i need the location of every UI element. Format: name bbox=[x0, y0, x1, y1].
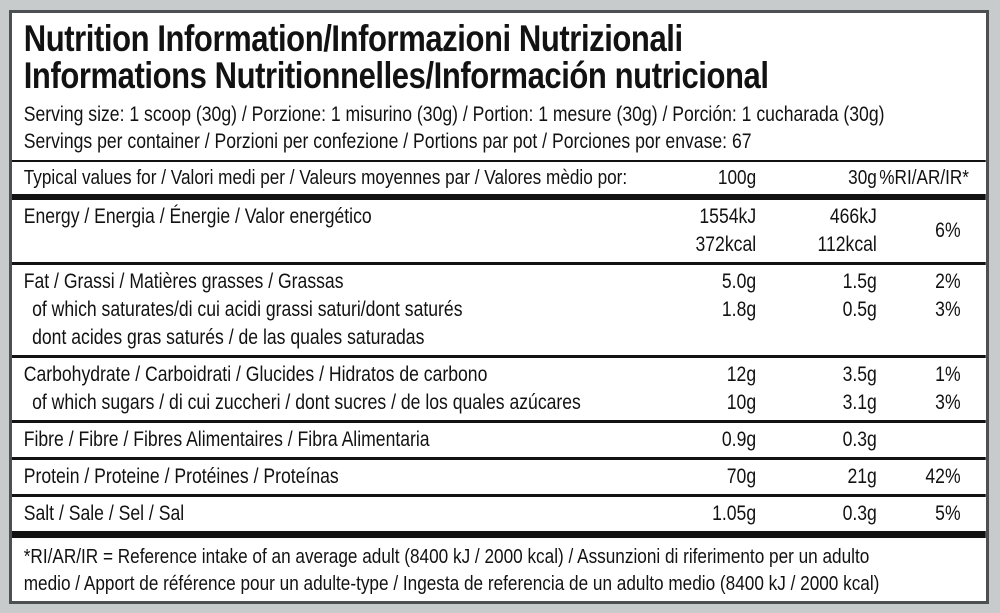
value-30g bbox=[756, 389, 877, 417]
nutrient-label: of which sugars / di cui zuccheri / dont sucres / de los quales azúcares bbox=[32, 391, 581, 414]
nutrient-group bbox=[12, 423, 986, 457]
value-30g bbox=[756, 500, 877, 528]
value-line: 0.5g bbox=[842, 298, 877, 321]
nutrient-group bbox=[12, 460, 986, 494]
nutrient-row bbox=[12, 389, 986, 417]
value-line: 10g bbox=[726, 391, 757, 414]
value-100g bbox=[672, 463, 756, 491]
nutrient-label: dont acides gras saturés / de las quales saturadas bbox=[32, 326, 425, 349]
value-line: 70g bbox=[726, 465, 757, 488]
column-header-30g: 30g bbox=[848, 166, 877, 189]
value-percent: 2% bbox=[935, 270, 961, 293]
value-line: 1554kJ bbox=[699, 205, 757, 228]
value-line: 1.5g bbox=[842, 270, 877, 293]
nutrient-label: of which saturates/di cui acidi grassi saturi/dont saturés bbox=[32, 298, 463, 321]
nutrient-label: Energy / Energia / Énergie / Valor energético bbox=[23, 205, 372, 228]
value-30g bbox=[756, 426, 877, 454]
serving-info bbox=[12, 94, 986, 160]
nutrient-label: Fat / Grassi / Matières grasses / Grassas bbox=[23, 270, 344, 293]
value-100g bbox=[672, 389, 756, 417]
nutrient-group bbox=[12, 200, 986, 262]
nutrient-row bbox=[12, 463, 986, 491]
value-100g bbox=[672, 203, 756, 259]
footnote-text bbox=[12, 538, 986, 597]
nutrient-table bbox=[12, 200, 986, 531]
nutrition-label bbox=[9, 10, 989, 604]
value-line: 1.05g bbox=[712, 502, 757, 525]
nutrient-row bbox=[12, 324, 986, 352]
column-header-100g: 100g bbox=[717, 166, 757, 189]
nutrient-row bbox=[12, 500, 986, 528]
serving-size-text: Serving size: 1 scoop (30g) / Porzione: 1 misurino (30g) / Portion: 1 mesure (30g) / Porción: 1 cucharada (30g) bbox=[23, 103, 885, 126]
nutrient-row bbox=[12, 361, 986, 389]
value-line: 3.1g bbox=[842, 391, 877, 414]
nutrient-label: Protein / Proteine / Protéines / Proteínas bbox=[23, 465, 339, 488]
value-percent: 5% bbox=[935, 502, 961, 525]
label-content bbox=[12, 13, 986, 597]
value-line: 12g bbox=[726, 363, 757, 386]
nutrient-row bbox=[12, 296, 986, 324]
nutrient-group bbox=[12, 265, 986, 355]
column-header-ri-ar-ir: %RI/AR/IR* bbox=[879, 166, 969, 189]
value-100g bbox=[672, 500, 756, 528]
value-30g bbox=[756, 361, 877, 389]
value-30g bbox=[756, 203, 877, 259]
column-header-typical-values: Typical values for / Valori medi per / Valeurs moyennes par / Valores mèdio por: bbox=[23, 166, 628, 189]
value-percent: 6% bbox=[935, 219, 961, 242]
value-line: 0.3g bbox=[842, 428, 877, 451]
value-percent: 3% bbox=[935, 298, 961, 321]
servings-per-container-text: Servings per container / Porzioni per confezione / Portions par pot / Porciones por envase: 67 bbox=[23, 130, 752, 153]
nutrient-row bbox=[12, 268, 986, 296]
value-line: 5.0g bbox=[721, 270, 757, 293]
nutrient-label: Salt / Sale / Sel / Sal bbox=[23, 502, 185, 525]
value-line: 3.5g bbox=[842, 363, 877, 386]
footnote-line-2: medio / Apport de référence pour un adulte-type / Ingesta de referencia de un adulto medio (8400 kJ / 2000 kcal) bbox=[23, 572, 880, 595]
value-100g bbox=[672, 426, 756, 454]
value-line: 372kcal bbox=[695, 233, 757, 256]
value-line: 21g bbox=[847, 465, 877, 488]
value-30g bbox=[756, 296, 877, 324]
value-100g bbox=[672, 361, 756, 389]
value-line: 0.3g bbox=[842, 502, 877, 525]
value-percent: 3% bbox=[935, 391, 961, 414]
value-percent: 1% bbox=[935, 363, 961, 386]
nutrient-row bbox=[12, 203, 986, 259]
value-30g bbox=[756, 268, 877, 296]
value-100g bbox=[672, 296, 756, 324]
nutrient-label: Fibre / Fibre / Fibres Alimentaires / Fibra Alimentaria bbox=[23, 428, 430, 451]
value-30g bbox=[756, 463, 877, 491]
footnote-line-1: *RI/AR/IR = Reference intake of an average adult (8400 kJ / 2000 kcal) / Assunzioni di riferimento per un adulto bbox=[23, 545, 870, 568]
value-line: 1.8g bbox=[721, 298, 757, 321]
nutrient-row bbox=[12, 426, 986, 454]
label-title-line-1: Nutrition Information/Informazioni Nutrizionali bbox=[23, 18, 683, 59]
value-line: 466kJ bbox=[829, 205, 877, 228]
value-line: 0.9g bbox=[721, 428, 757, 451]
label-title bbox=[12, 15, 986, 94]
nutrient-group bbox=[12, 497, 986, 531]
separator-rule-bottom bbox=[12, 531, 986, 538]
value-100g bbox=[672, 268, 756, 296]
table-header-row bbox=[12, 162, 986, 194]
label-title-line-2: Informations Nutritionnelles/Información nutricional bbox=[23, 55, 769, 96]
nutrient-label: Carbohydrate / Carboidrati / Glucides / Hidratos de carbono bbox=[23, 363, 488, 386]
value-line: 112kcal bbox=[817, 233, 877, 256]
nutrient-group bbox=[12, 358, 986, 420]
value-percent: 42% bbox=[925, 465, 961, 488]
